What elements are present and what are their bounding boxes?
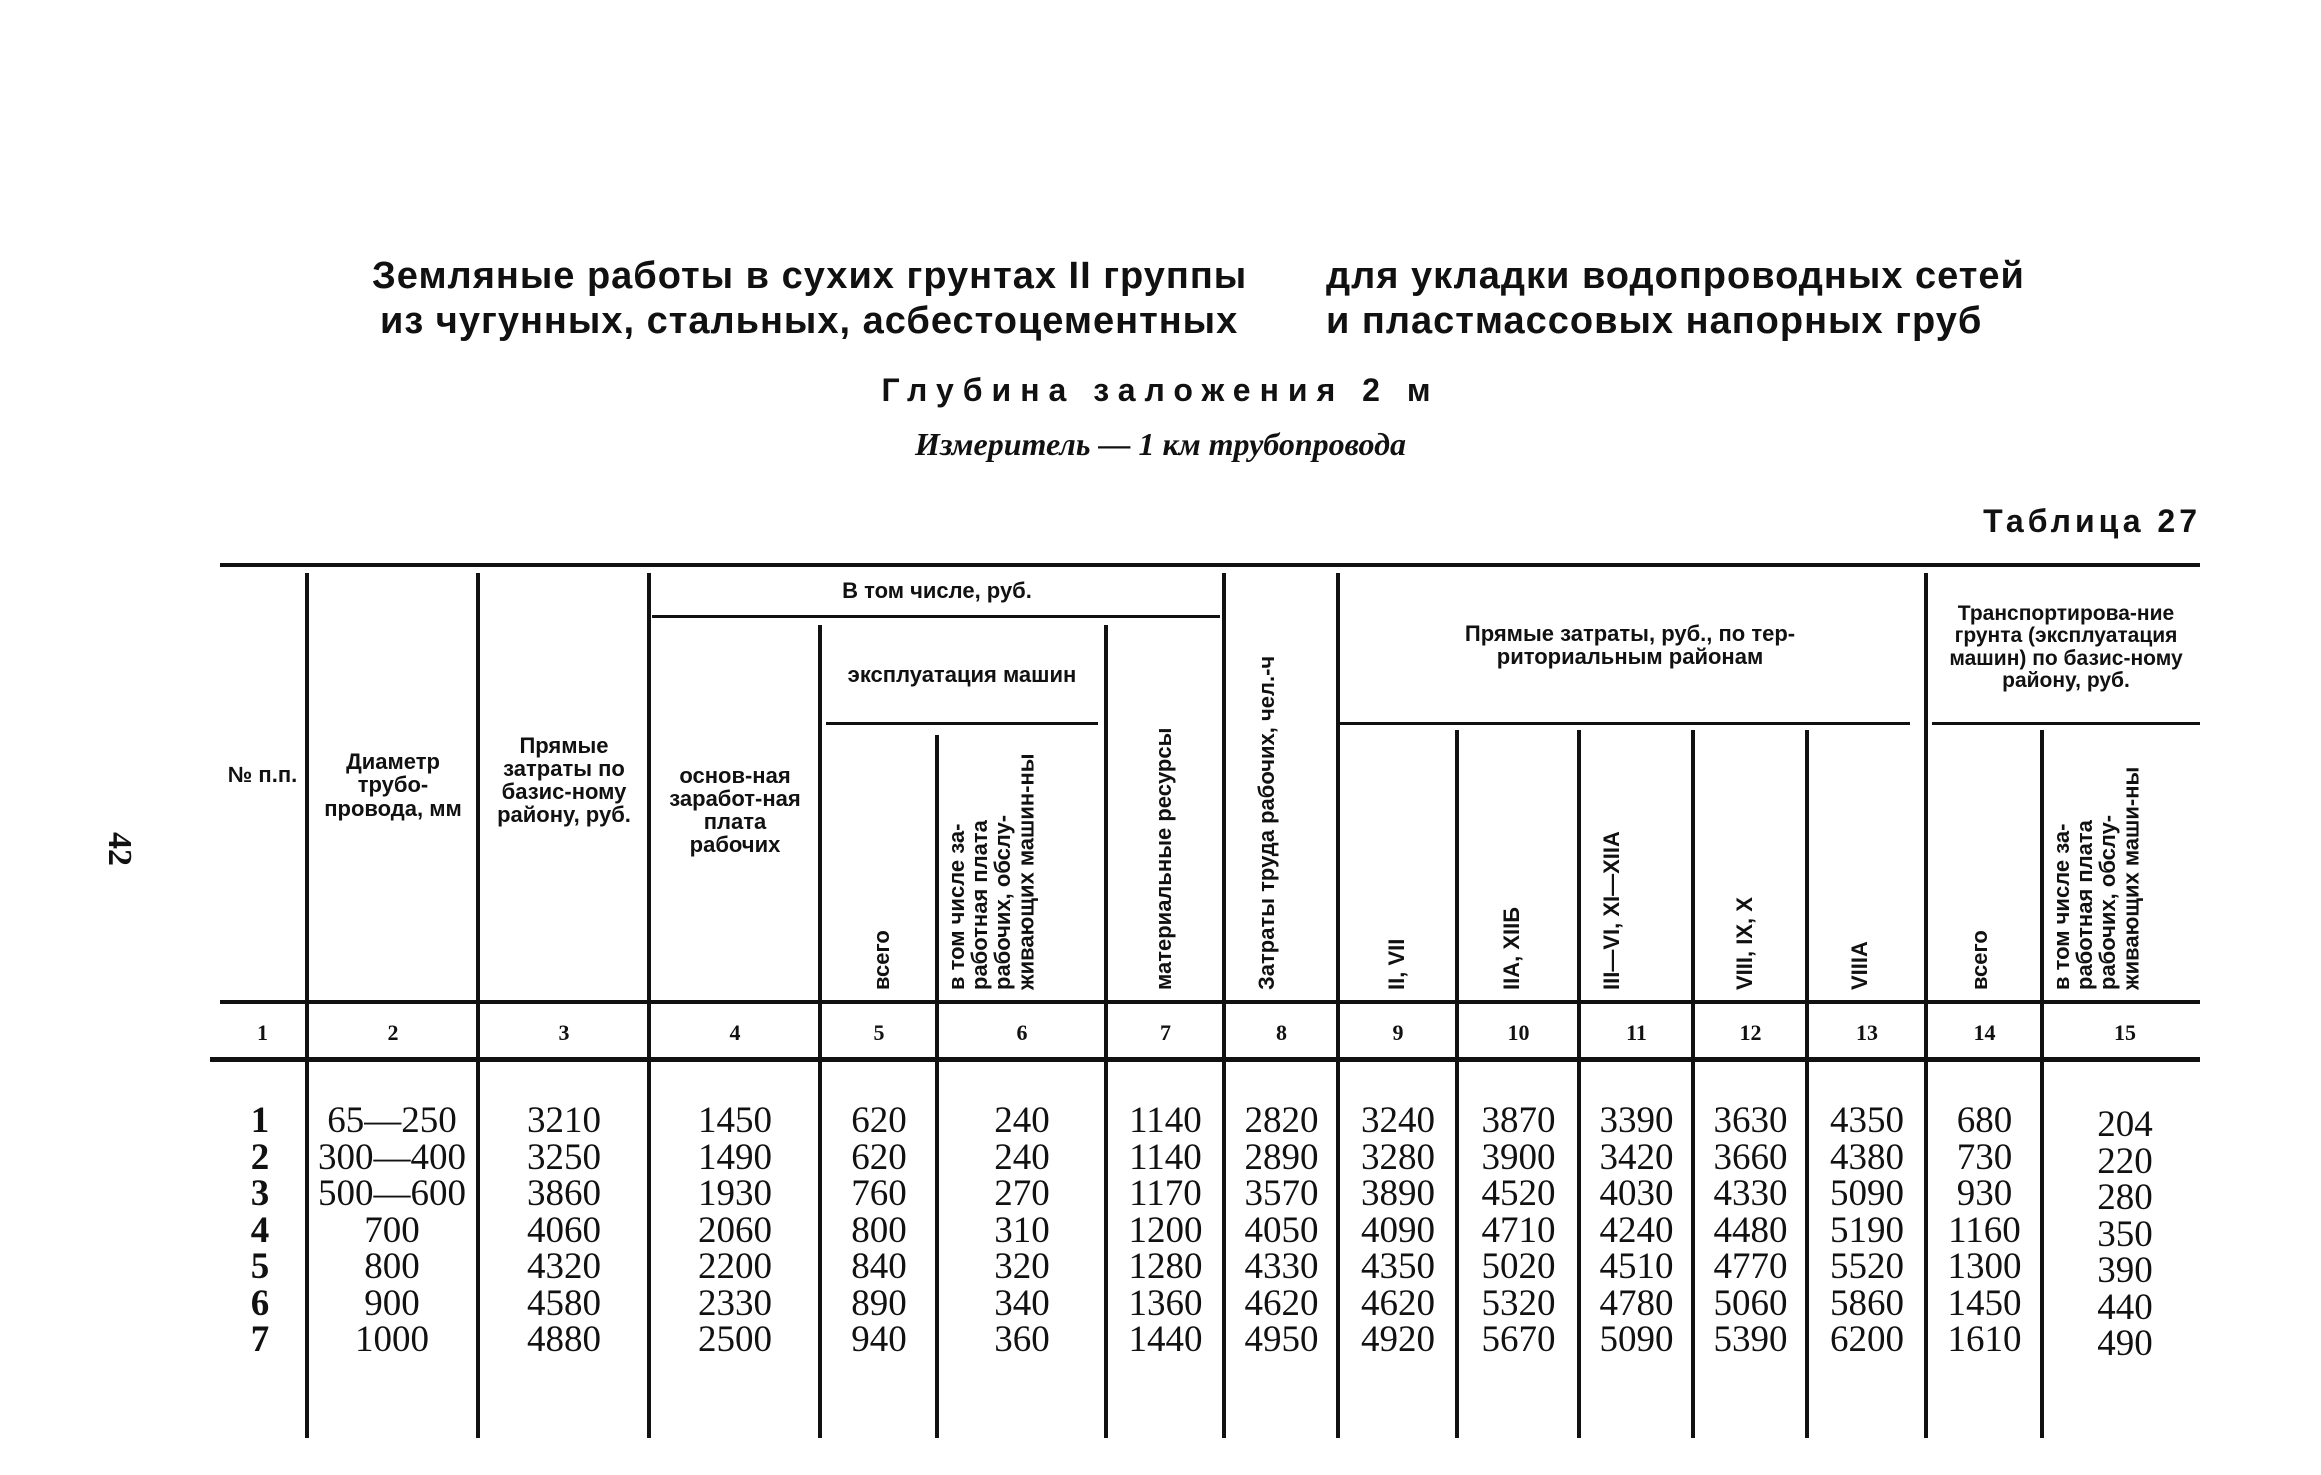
cell: 300—400 (318, 1136, 466, 1178)
cell: 4510 (1599, 1246, 1674, 1287)
cell: 3240 (1361, 1100, 1435, 1141)
cell: 4710 (1481, 1209, 1556, 1251)
cell: 3570 (1244, 1173, 1319, 1214)
cell: 4350 (1361, 1246, 1435, 1287)
cell: 3210 (527, 1100, 601, 1141)
cell: 6 (250, 1282, 270, 1324)
cell: 2 (250, 1136, 270, 1178)
cell: 730 (1956, 1136, 2013, 1178)
colnum-11: 11 (1626, 1020, 1647, 1045)
cell: 1440 (1128, 1319, 1203, 1360)
rule-transport-group (1932, 722, 2200, 725)
colnum-4: 4 (729, 1020, 741, 1045)
cell: 940 (851, 1319, 907, 1360)
vrule-6 (1104, 625, 1108, 1438)
header-material-resources: материальные ресурсы (1151, 727, 1176, 990)
cell: 6200 (1830, 1319, 1904, 1360)
measure-unit: Измеритель — 1 км трубопровода (915, 426, 1406, 462)
cell: 4780 (1599, 1282, 1674, 1324)
colnum-2: 2 (387, 1020, 399, 1045)
cell: 1450 (698, 1100, 772, 1141)
cell: 800 (364, 1246, 420, 1287)
title-line1-right: для укладки водопроводных сетей (1326, 255, 2025, 297)
vrule-10 (1577, 730, 1581, 1438)
colnum-15: 15 (2114, 1020, 2136, 1045)
cell: 5060 (1713, 1282, 1788, 1324)
cell: 65—250 (327, 1100, 457, 1141)
vrule-2 (476, 573, 480, 1438)
colnum-6: 6 (1016, 1020, 1028, 1045)
column-labor-hours (1227, 1100, 1336, 1360)
title-line2-right: и пластмассовых напорных груб (1326, 300, 1983, 342)
cell: 4620 (1244, 1282, 1319, 1324)
header-region-iia-xiib: IIA, XIIБ (1499, 906, 1524, 990)
cell: 350 (2097, 1213, 2153, 1255)
column-transport-wages (2045, 1104, 2205, 1364)
cell: 4580 (527, 1282, 601, 1324)
vrule-11 (1691, 730, 1695, 1438)
vrule-4 (818, 625, 822, 1438)
cell: 3660 (1713, 1136, 1788, 1178)
cell: 3420 (1599, 1136, 1674, 1178)
cell: 5860 (1830, 1282, 1904, 1324)
cell: 390 (2097, 1250, 2153, 1291)
cell: 5 (250, 1246, 270, 1287)
cell: 2890 (1244, 1136, 1319, 1178)
table-top-rule (220, 563, 2200, 567)
column-machine-operator-wages (940, 1100, 1104, 1360)
cell: 3890 (1361, 1173, 1435, 1214)
title-line2-left: из чугунных, стальных, асбестоцементных (380, 300, 1239, 342)
header-machines-group: эксплуатация машин (847, 661, 1077, 687)
cell: 3870 (1481, 1100, 1556, 1141)
cell: 1300 (1947, 1246, 2022, 1287)
cell: 4520 (1481, 1173, 1556, 1214)
cell: 310 (994, 1209, 1050, 1251)
cell: 4330 (1244, 1246, 1319, 1287)
cell: 3390 (1599, 1100, 1674, 1141)
cell: 4060 (527, 1209, 601, 1251)
cell: 340 (994, 1282, 1050, 1324)
vrule-5 (935, 735, 939, 1438)
cell: 620 (851, 1100, 907, 1141)
cell: 4 (250, 1209, 270, 1251)
column-material-resources (1109, 1100, 1222, 1360)
column-region-iia-xiib (1460, 1100, 1577, 1360)
cell: 1140 (1129, 1136, 1202, 1178)
cell: 1000 (355, 1319, 429, 1360)
header-transport-wages: в том числе за-работная плата рабочих, обслу-живающих маши-ны (2049, 766, 2144, 990)
colnum-9: 9 (1392, 1020, 1404, 1045)
vrule-14 (2040, 730, 2044, 1438)
header-region-ii-vii: II, VII (1384, 938, 1409, 990)
colnum-1: 1 (257, 1020, 268, 1045)
cell: 2330 (698, 1282, 772, 1324)
cell: 2200 (698, 1246, 772, 1287)
column-transport-total (1929, 1100, 2040, 1360)
header-machine-operator-wages: в том числе за-работная плата рабочих, обслу-живающих машин-ны (944, 753, 1039, 990)
cell: 1930 (698, 1173, 772, 1214)
cell: 220 (2097, 1140, 2153, 1182)
header-transport-group: Транспортирова-ние грунта (эксплуатация машин) по базис-ному району, руб. (1949, 602, 2183, 692)
cell: 890 (851, 1282, 907, 1324)
cell: 1360 (1128, 1282, 1203, 1324)
column-region-ii-vii (1341, 1100, 1455, 1360)
colnum-12: 12 (1739, 1020, 1762, 1045)
cell: 930 (1956, 1173, 2013, 1214)
column-diameter (308, 1100, 476, 1360)
cell: 3250 (527, 1136, 601, 1178)
colnum-7: 7 (1160, 1020, 1171, 1045)
cell: 4880 (527, 1319, 601, 1360)
cell: 4090 (1361, 1209, 1435, 1251)
column-direct-costs-base (481, 1100, 647, 1360)
cell: 4350 (1830, 1100, 1904, 1141)
colnum-bottom-rule (210, 1057, 2200, 1062)
cell: 5190 (1830, 1209, 1904, 1251)
colnum-3: 3 (558, 1020, 570, 1045)
colnum-13: 13 (1856, 1020, 1878, 1045)
cell: 5320 (1481, 1282, 1556, 1324)
column-machines-total (823, 1100, 935, 1360)
cell: 2500 (698, 1319, 772, 1360)
cell: 204 (2097, 1104, 2153, 1145)
cell: 7 (250, 1319, 270, 1360)
cell: 4950 (1244, 1319, 1319, 1360)
page-number: 42 (101, 832, 138, 866)
cell: 1170 (1129, 1173, 1202, 1214)
cell: 4380 (1830, 1136, 1904, 1178)
cell: 1450 (1947, 1282, 2022, 1324)
column-row-number (220, 1100, 300, 1360)
colnum-5: 5 (873, 1020, 885, 1045)
cell: 4320 (527, 1246, 601, 1287)
cell: 760 (851, 1173, 907, 1214)
cell: 1160 (1948, 1209, 2021, 1251)
cell: 5390 (1713, 1319, 1788, 1360)
header-region-iii-vi: III—VI, XI—XIIA (1599, 831, 1624, 990)
table-label: Таблица 27 (1983, 503, 2201, 539)
cell: 4480 (1713, 1209, 1788, 1251)
header-labor-hours: Затраты труда рабочих, чел.-ч (1254, 655, 1279, 990)
cell: 360 (994, 1319, 1050, 1360)
cell: 1140 (1129, 1100, 1202, 1141)
cell: 280 (2097, 1177, 2153, 1218)
cell: 1490 (698, 1136, 772, 1178)
cell: 270 (994, 1173, 1050, 1214)
cell: 1280 (1128, 1246, 1203, 1287)
header-row-number: № п.п. (227, 762, 298, 788)
cell: 1610 (1947, 1319, 2022, 1360)
rule-regions-group (1340, 722, 1910, 725)
rule-machines-group (826, 722, 1098, 725)
cell: 490 (2097, 1323, 2153, 1364)
cell: 240 (994, 1136, 1050, 1178)
cell: 5670 (1481, 1319, 1556, 1360)
cell: 5090 (1830, 1173, 1904, 1214)
cell: 3630 (1713, 1100, 1788, 1141)
column-region-viiia (1810, 1100, 1924, 1360)
cell: 2060 (698, 1209, 772, 1251)
colnum-8: 8 (1276, 1020, 1287, 1045)
cell: 680 (1956, 1100, 2013, 1141)
cell: 4030 (1599, 1173, 1674, 1214)
cell: 800 (851, 1209, 907, 1251)
header-direct-costs-base: Прямые затраты по базис-ному району, руб. (497, 732, 631, 828)
cell: 4240 (1599, 1209, 1674, 1251)
cell: 840 (851, 1246, 907, 1287)
cell: 4330 (1713, 1173, 1788, 1214)
header-regions-group: Прямые затраты, руб., по тер-риториальным районам (1464, 620, 1796, 669)
header-base-wages: основ-ная заработ-ная плата рабочих (669, 762, 801, 858)
vrule-7 (1222, 573, 1226, 1438)
cell: 320 (994, 1246, 1050, 1287)
vrule-9 (1455, 730, 1459, 1438)
vrule-12 (1805, 730, 1809, 1438)
cell: 3280 (1361, 1136, 1435, 1178)
vrule-8 (1336, 573, 1340, 1438)
depth-subtitle: Глубина заложения 2 м (881, 372, 1440, 408)
cell: 3 (250, 1173, 270, 1214)
header-region-viiia: VIIIA (1847, 941, 1872, 990)
cell: 440 (2097, 1286, 2153, 1328)
colnum-14: 14 (1973, 1020, 1996, 1045)
cell: 5520 (1830, 1246, 1904, 1287)
cell: 1 (250, 1100, 270, 1141)
title-line1-left: Земляные работы в сухих грунтах II группы (372, 255, 1248, 297)
cell: 4770 (1713, 1246, 1788, 1287)
cell: 500—600 (318, 1173, 466, 1214)
cell: 5020 (1481, 1246, 1556, 1287)
cell: 2820 (1244, 1100, 1319, 1141)
cell: 3860 (527, 1173, 601, 1214)
header-diameter: Диаметр трубо-провода, мм (324, 749, 462, 821)
vrule-3 (647, 573, 651, 1438)
cell: 700 (364, 1209, 420, 1251)
header-transport-total: всего (1967, 930, 1992, 990)
cell: 620 (851, 1136, 907, 1178)
column-region-iii-vi (1582, 1100, 1691, 1360)
header-region-viii-ix-x: VIII, IX, X (1732, 897, 1757, 990)
cell: 4620 (1361, 1282, 1435, 1324)
header-machines-total: всего (869, 930, 894, 990)
rule-incl-group (652, 615, 1220, 618)
cell: 4050 (1244, 1209, 1319, 1251)
header-bottom-rule (220, 1000, 2200, 1004)
cell: 1200 (1128, 1209, 1203, 1251)
colnum-10: 10 (1507, 1020, 1530, 1045)
column-base-wages (652, 1100, 818, 1360)
cell: 240 (994, 1100, 1050, 1141)
column-region-viii-ix-x (1696, 1100, 1805, 1360)
cell: 900 (364, 1282, 420, 1324)
cell: 5090 (1599, 1319, 1674, 1360)
cell: 4920 (1361, 1319, 1435, 1360)
cell: 3900 (1481, 1136, 1556, 1178)
header-incl-group: В том числе, руб. (842, 578, 1032, 604)
